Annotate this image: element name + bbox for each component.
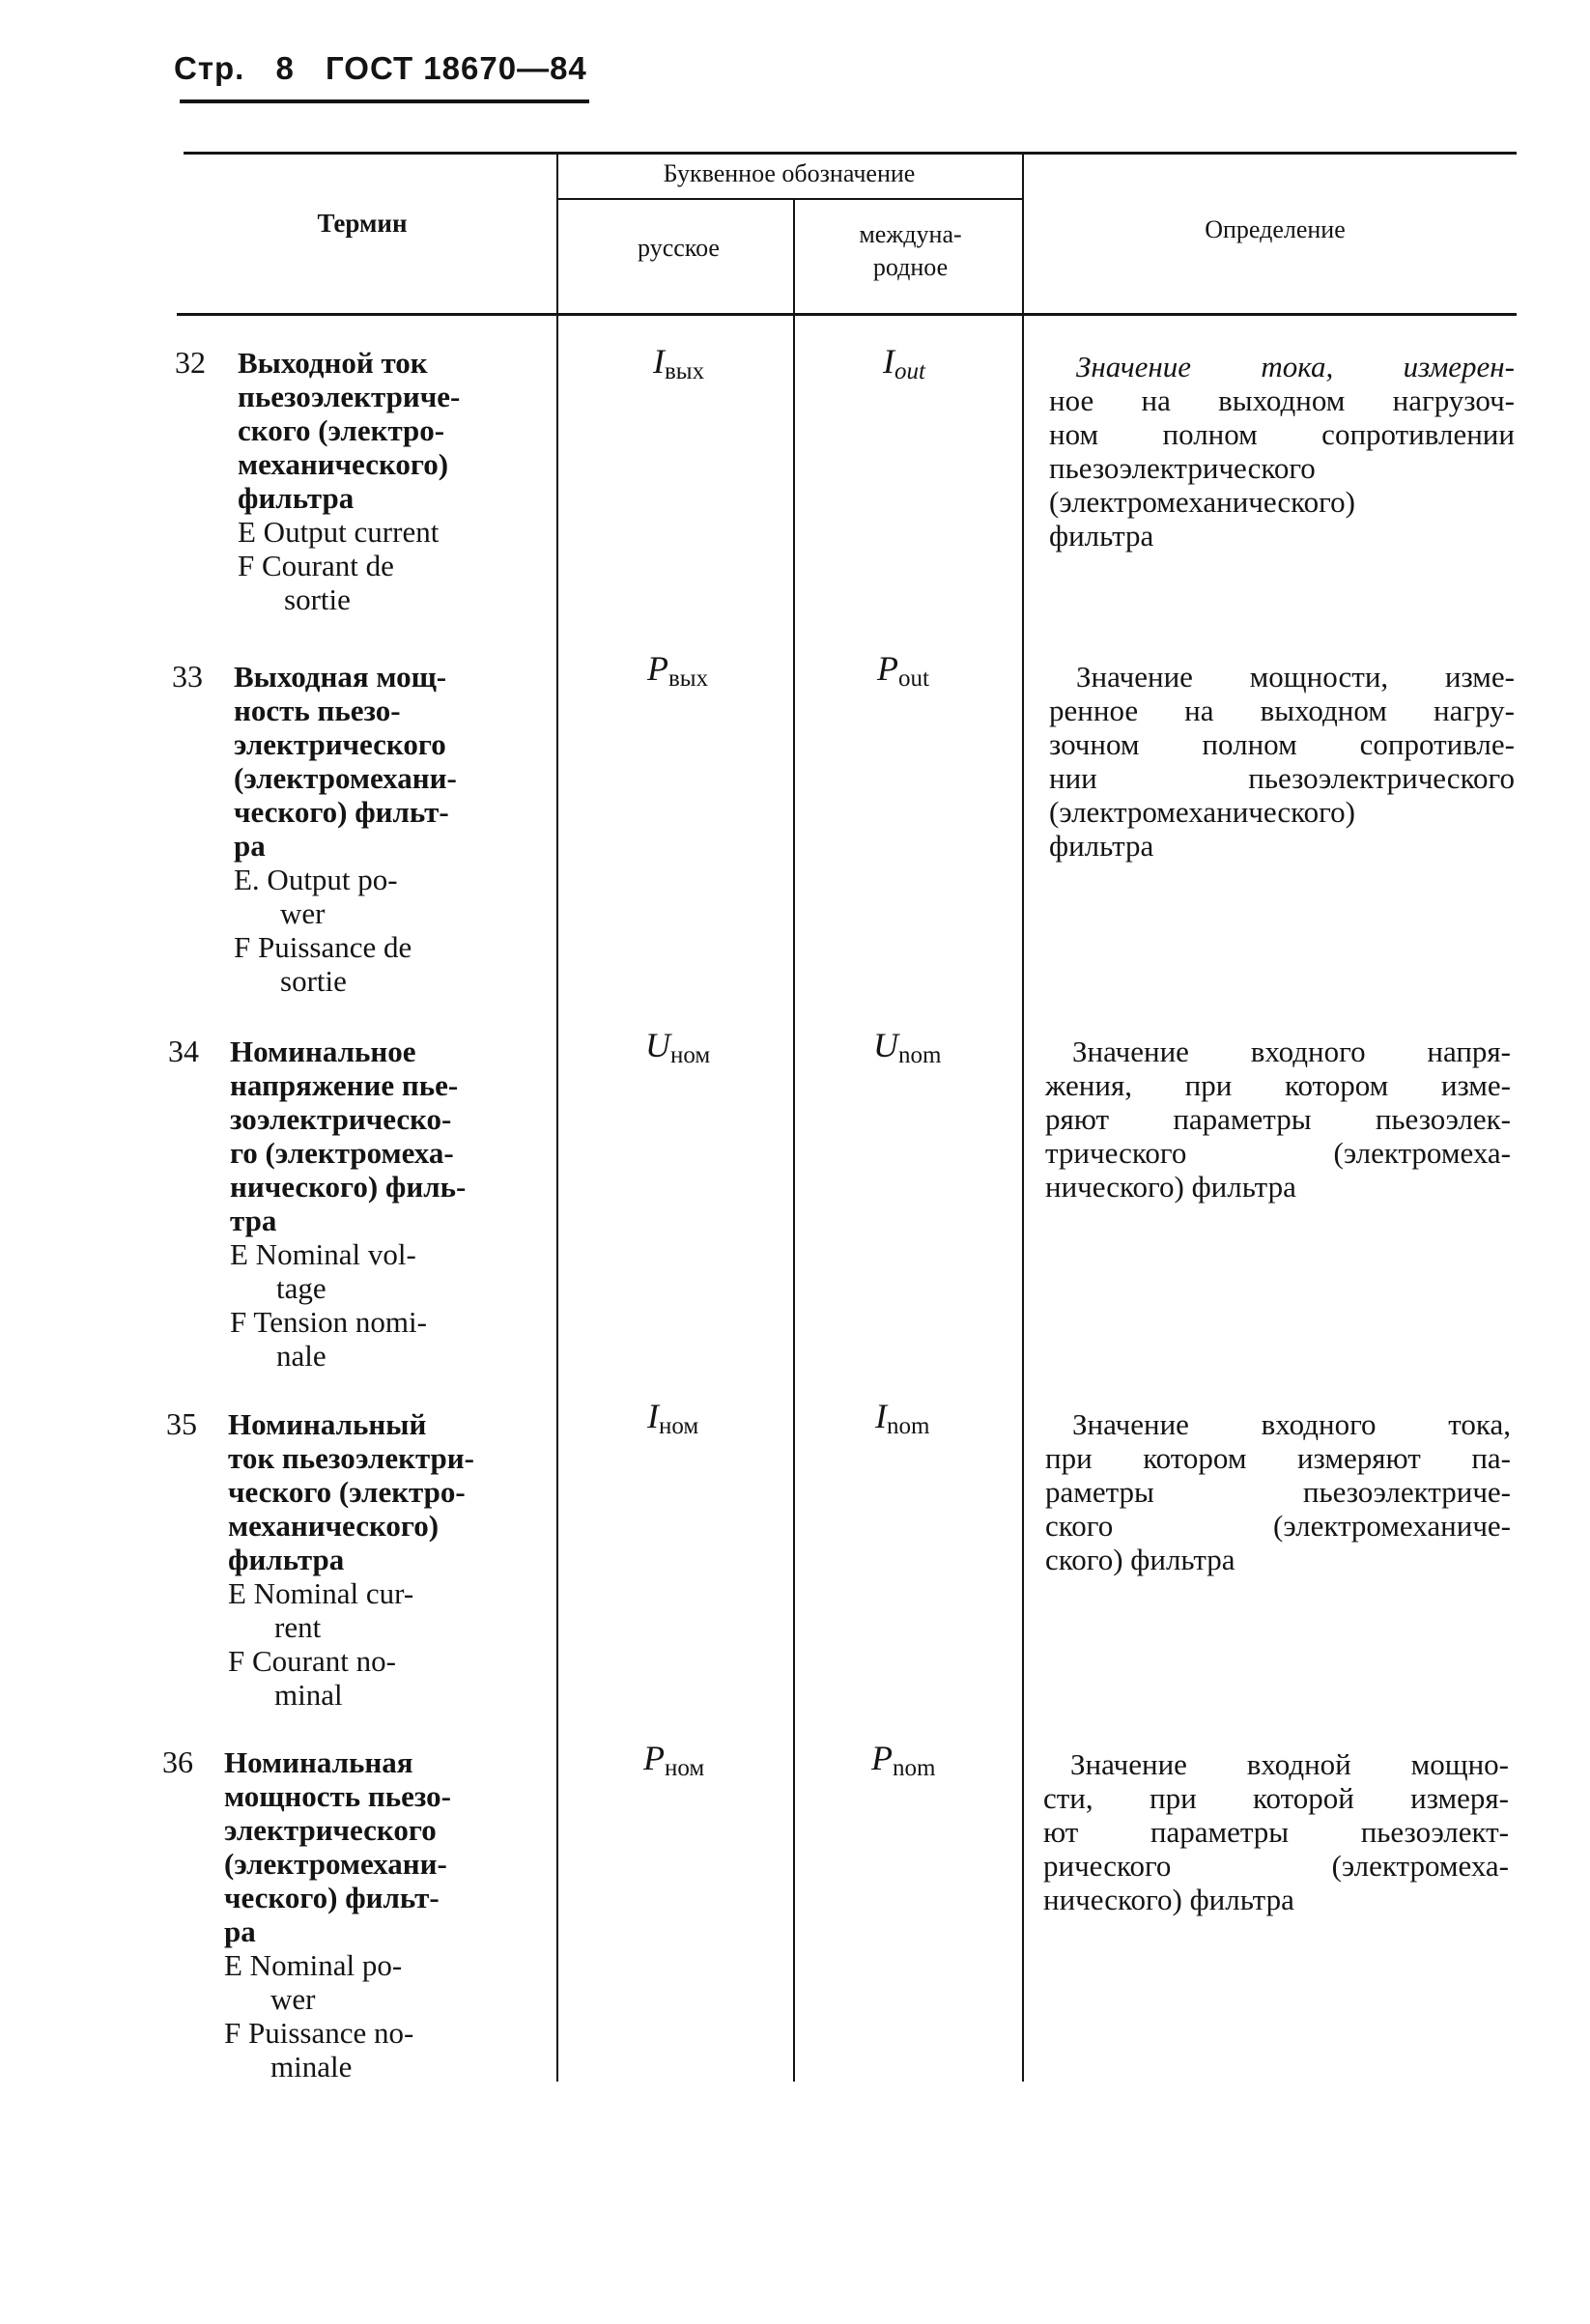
symbol-international (883, 342, 925, 391)
term-line: напряжение пье- (230, 1068, 459, 1102)
term-line: нического) филь- (230, 1170, 467, 1204)
term-english: rent (274, 1610, 322, 1644)
term-line: ток пьезоэлектри- (228, 1441, 474, 1475)
definition-cell (1043, 1747, 1509, 1916)
term-line: го (электромеха- (230, 1136, 454, 1170)
symbol-international (875, 1397, 929, 1446)
term-line: Номинальная (224, 1745, 413, 1779)
term-cell (230, 1034, 520, 1373)
standard-designation: ГОСТ 18670—84 (326, 50, 587, 86)
page-label: Стр. (174, 50, 245, 86)
term-number: 36 (162, 1744, 193, 1779)
symbol-subscript: nom (887, 1413, 930, 1439)
page-header (174, 50, 587, 87)
definition-line: Значение мощности, изме- (1076, 660, 1515, 694)
term-french: F Puissance no- (224, 2016, 414, 2050)
symbol-subscript: ном (659, 1413, 699, 1439)
term-line: (электромехани- (234, 761, 457, 795)
symbol-base: P (647, 649, 668, 688)
term-line: ность пьезо- (234, 694, 401, 727)
term-line: (электромехани- (224, 1847, 447, 1881)
symbol-subscript: out (894, 358, 925, 384)
term-line: электрического (224, 1813, 437, 1847)
definition-cell (1045, 1407, 1511, 1576)
term-english: wer (280, 896, 326, 930)
term-line: тра (230, 1204, 277, 1237)
term-russian (230, 1034, 520, 1237)
symbol-base: U (873, 1026, 898, 1064)
term-line: механического) (238, 447, 449, 481)
definition-line: ренное на выходном нагру- (1049, 694, 1515, 727)
symbol-international (871, 1739, 935, 1788)
term-french: F Courant no- (228, 1644, 396, 1678)
symbol-subscript: ном (670, 1042, 711, 1068)
term-number: 34 (168, 1034, 199, 1068)
letter-designation-header: Буквенное обозначение (663, 159, 916, 187)
term-cell (228, 1407, 518, 1712)
definition-line: ном полном сопротивлении (1049, 417, 1515, 451)
definition-line: пьезоэлектрического (1049, 451, 1316, 485)
term-number: 33 (172, 659, 203, 694)
term-russian (238, 346, 527, 515)
term-line: зоэлектрическо- (230, 1102, 452, 1136)
term-number: 35 (166, 1406, 197, 1441)
symbol-subscript: nom (898, 1042, 942, 1068)
term-line: электрического (234, 727, 446, 761)
symbol-international (873, 1026, 941, 1075)
symbol-russian (647, 1397, 698, 1446)
term-french: sortie (280, 964, 347, 998)
term-russian (234, 660, 524, 863)
definition-line: фильтра (1049, 519, 1154, 553)
definition-line: сти, при которой измеря- (1043, 1781, 1509, 1815)
definition-line: фильтра (1049, 829, 1154, 863)
symbol-base: U (645, 1026, 670, 1064)
term-line: Номинальное (230, 1034, 416, 1068)
term-column-header: Термин (317, 209, 408, 238)
definition-line: Значение тока, измерен- (1076, 350, 1515, 383)
term-russian (224, 1745, 514, 1948)
page-number: 8 (275, 50, 295, 86)
term-line: механического) (228, 1509, 440, 1543)
term-french: nale (276, 1339, 327, 1373)
term-french: sortie (284, 582, 351, 616)
term-column-divider (556, 155, 558, 2082)
definition-line: при котором измеряют па- (1045, 1441, 1511, 1475)
symbol-subscript: вых (665, 358, 705, 384)
term-line: фильтра (228, 1543, 345, 1576)
symbol-international (877, 649, 929, 698)
definition-line: зочном полном сопротивле- (1049, 727, 1515, 761)
definition-column-header: Определение (1205, 215, 1346, 243)
definition-line: ского (электромеханиче- (1045, 1509, 1511, 1543)
definition-cell (1049, 660, 1515, 863)
international-header-line: междуна- (859, 220, 962, 248)
definition-line: трического (электромеха- (1045, 1136, 1511, 1170)
term-line: ра (224, 1914, 256, 1948)
term-line: пьезоэлектриче- (238, 380, 461, 413)
definition-column-divider (1022, 155, 1024, 2082)
symbol-base: P (871, 1739, 893, 1777)
symbol-base: I (875, 1397, 887, 1435)
definition-line: нического) фильтра (1045, 1170, 1296, 1204)
symbol-subscript: вых (668, 666, 709, 692)
term-french: F Courant de (238, 549, 394, 582)
definition-line: нии пьезоэлектрического (1049, 761, 1515, 795)
russian-column-header: русское (638, 234, 720, 262)
term-cell (224, 1745, 514, 2083)
definition-line: ряют параметры пьезоэлек- (1045, 1102, 1511, 1136)
international-header-line: родное (872, 253, 949, 281)
term-english: tage (276, 1271, 327, 1305)
definition-line: (электромеханического) (1049, 485, 1355, 519)
term-line: Выходной ток (238, 346, 428, 380)
term-line: фильтра (238, 481, 355, 515)
definition-line: ского) фильтра (1045, 1543, 1235, 1576)
term-line: ческого (электро- (228, 1475, 466, 1509)
definition-cell (1045, 1034, 1511, 1204)
symbol-subscript: ном (665, 1755, 705, 1781)
symbol-base: I (883, 342, 894, 381)
definition-line: Значение входного напря- (1072, 1034, 1511, 1068)
term-english: E Nominal po- (224, 1948, 403, 1982)
term-french: minale (270, 2050, 353, 2083)
term-cell (238, 346, 527, 616)
definition-line: Значение входной мощно- (1070, 1747, 1509, 1781)
definition-line: нического) фильтра (1043, 1883, 1294, 1916)
symbol-russian (647, 649, 708, 698)
international-column-header (811, 218, 1009, 284)
term-line: ра (234, 829, 266, 863)
term-line: ческого) фильт- (234, 795, 449, 829)
symbol-base: P (877, 649, 898, 688)
symbol-column-divider (793, 200, 795, 2082)
term-english: E Nominal cur- (228, 1576, 414, 1610)
term-line: Выходная мощ- (234, 660, 447, 694)
letter-designation-rule (556, 198, 1022, 200)
symbol-subscript: nom (893, 1755, 936, 1781)
symbol-russian (645, 1026, 710, 1075)
term-french: F Tension nomi- (230, 1305, 427, 1339)
table-header-bottom-rule (177, 313, 1517, 316)
term-english: E. Output po- (234, 863, 398, 896)
definition-cell (1049, 350, 1515, 553)
definition-line: (электромеханического) (1049, 795, 1355, 829)
table-top-rule (184, 152, 1517, 155)
definition-line: рического (электромеха- (1043, 1849, 1509, 1883)
term-english: E Output current (238, 515, 440, 549)
definition-line: жения, при котором изме- (1045, 1068, 1511, 1102)
term-russian (228, 1407, 518, 1576)
term-english: wer (270, 1982, 316, 2016)
definition-line: ют параметры пьезоэлект- (1043, 1815, 1509, 1849)
term-line: мощность пьезо- (224, 1779, 451, 1813)
definition-line: ное на выходном нагрузоч- (1049, 383, 1515, 417)
symbol-base: I (653, 342, 665, 381)
symbol-subscript: out (898, 666, 929, 692)
symbol-russian (643, 1739, 704, 1788)
term-number: 32 (175, 345, 206, 380)
definition-line: Значение входного тока, (1072, 1407, 1511, 1441)
symbol-base: I (647, 1397, 659, 1435)
definition-line: раметры пьезоэлектриче- (1045, 1475, 1511, 1509)
term-line: ческого) фильт- (224, 1881, 440, 1914)
term-line: Номинальный (228, 1407, 427, 1441)
term-french: minal (274, 1678, 343, 1712)
term-line: ского (электро- (238, 413, 445, 447)
term-english: E Nominal vol- (230, 1237, 416, 1271)
symbol-russian (653, 342, 704, 391)
symbol-base: P (643, 1739, 665, 1777)
term-french: F Puissance de (234, 930, 412, 964)
term-cell (234, 660, 524, 998)
header-underline (180, 99, 589, 103)
